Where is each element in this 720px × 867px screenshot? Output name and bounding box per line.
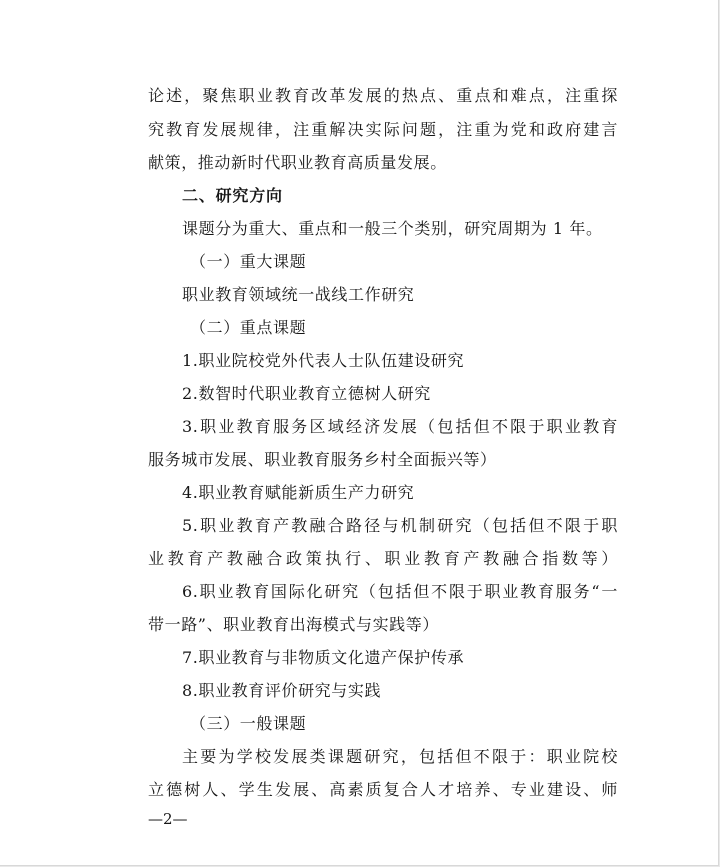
key-topic-item-5-line-1: 5.职业教育产教融合路径与机制研究（包括但不限于职: [182, 516, 618, 535]
key-topic-item-8: 8.职业教育评价研究与实践: [182, 681, 382, 700]
key-topic-item-4: 4.职业教育赋能新质生产力研究: [182, 483, 415, 502]
key-topic-item-3-line-1: 3.职业教育服务区域经济发展（包括但不限于职业教育: [182, 417, 618, 436]
section-heading-research-direction: 二、研究方向: [182, 186, 283, 205]
general-topics-line-1: 主要为学校发展类课题研究，包括但不限于：职业院校: [182, 747, 618, 766]
section-intro-text: 课题分为重大、重点和一般三个类别，研究周期为 1 年。: [182, 219, 603, 238]
key-topic-item-5-line-2: 业教育产教融合政策执行、职业教育产教融合指数等）: [148, 549, 618, 568]
key-topic-item-2: 2.数智时代职业教育立德树人研究: [182, 384, 431, 403]
key-topic-item-1: 1.职业院校党外代表人士队伍建设研究: [182, 351, 465, 370]
subheading-key-topics: （二）重点课题: [190, 318, 307, 337]
page-number: —2—: [148, 810, 188, 828]
intro-paragraph-line-2: 究教育发展规律，注重解决实际问题，注重为党和政府建言: [148, 120, 618, 139]
key-topic-item-3-line-2: 服务城市发展、职业教育服务乡村全面振兴等）: [148, 450, 497, 469]
key-topic-item-6-line-1: 6.职业教育国际化研究（包括但不限于职业教育服务“一: [182, 582, 618, 601]
intro-paragraph-line-3: 献策，推动新时代职业教育高质量发展。: [148, 153, 447, 172]
major-topic-item: 职业教育领域统一战线工作研究: [182, 285, 415, 304]
key-topic-item-7: 7.职业教育与非物质文化遗产保护传承: [182, 648, 465, 667]
intro-paragraph-line-1: 论述，聚焦职业教育改革发展的热点、重点和难点，注重探: [148, 86, 618, 105]
general-topics-line-2: 立德树人、学生发展、高素质复合人才培养、专业建设、师: [148, 780, 618, 799]
key-topic-item-6-line-2: 带一路”、职业教育出海模式与实践等）: [148, 615, 439, 634]
subheading-major-topics: （一）重大课题: [190, 252, 307, 271]
subheading-general-topics: （三）一般课题: [190, 714, 307, 733]
